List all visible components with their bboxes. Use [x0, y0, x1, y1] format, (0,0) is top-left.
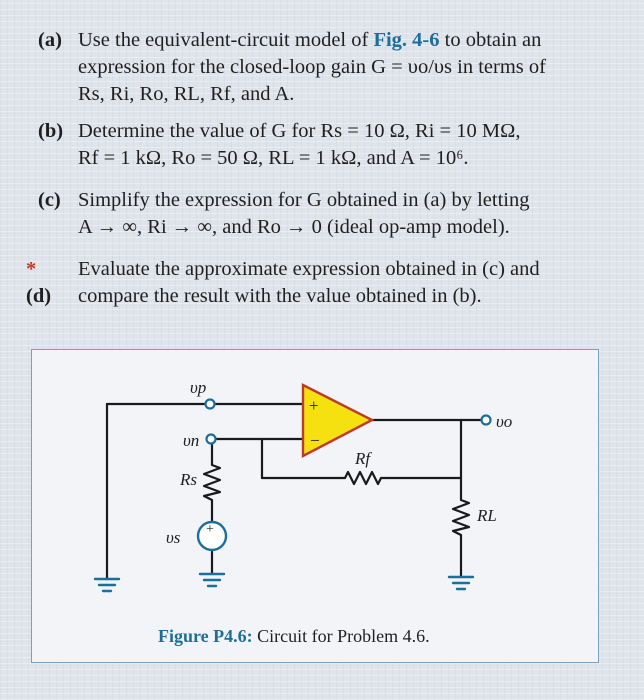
- part-b-line-1: Determine the value of G for Rs = 10 Ω, Ri = 10 MΩ,: [78, 120, 521, 142]
- label-vs: υs: [166, 528, 181, 547]
- part-a-line-1-pre: Use the equivalent-circuit model of: [78, 29, 374, 51]
- caption-label: Figure P4.6:: [158, 626, 253, 646]
- part-d-line-1: Evaluate the approximate expression obtained in (c) and: [78, 258, 540, 280]
- part-c-line-1: Simplify the expression for G obtained in (a) by letting: [78, 189, 530, 211]
- figure-caption: [158, 626, 430, 647]
- label-vn: υn: [183, 431, 200, 450]
- source-plus: +: [206, 522, 214, 537]
- ground-source: [200, 574, 224, 586]
- part-a-label: (a): [38, 29, 62, 51]
- part-a-line-1-post: to obtain an: [439, 29, 542, 51]
- caption-text: Circuit for Problem 4.6.: [252, 626, 430, 646]
- ground-load: [449, 577, 473, 589]
- part-b-label: (b): [38, 120, 64, 142]
- label-vp: υp: [190, 378, 207, 397]
- node-vp: [206, 400, 215, 409]
- op-amp-plus: +: [309, 396, 319, 415]
- ground-left: [95, 579, 119, 591]
- part-a-line-2: expression for the closed-loop gain G = υo/υs in terms of: [78, 56, 546, 78]
- op-amp-minus: −: [310, 431, 320, 450]
- resistor-rf: [340, 472, 386, 484]
- optional-star: *: [26, 258, 37, 280]
- label-rf: Rf: [355, 449, 371, 468]
- figure-reference: Fig. 4-6: [373, 29, 440, 51]
- label-rs: Rs: [180, 470, 197, 489]
- part-a-line-3: Rs, Ri, Ro, RL, Rf, and A.: [78, 83, 295, 105]
- resistor-rs: [204, 460, 220, 500]
- label-rl: RL: [477, 506, 497, 525]
- node-vo: [482, 416, 491, 425]
- part-c-label: (c): [38, 189, 61, 211]
- part-c-line-2: A → ∞, Ri → ∞, and Ro → 0 (ideal op-amp model).: [78, 216, 510, 238]
- part-b-line-2: Rf = 1 kΩ, Ro = 50 Ω, RL = 1 kΩ, and A = 10⁶.: [78, 147, 469, 169]
- node-vn: [207, 435, 216, 444]
- part-d-label: *(d): [26, 258, 52, 307]
- label-vo: υo: [496, 412, 513, 431]
- resistor-rl: [453, 495, 469, 535]
- part-d-line-2: compare the result with the value obtained in (b).: [78, 285, 482, 307]
